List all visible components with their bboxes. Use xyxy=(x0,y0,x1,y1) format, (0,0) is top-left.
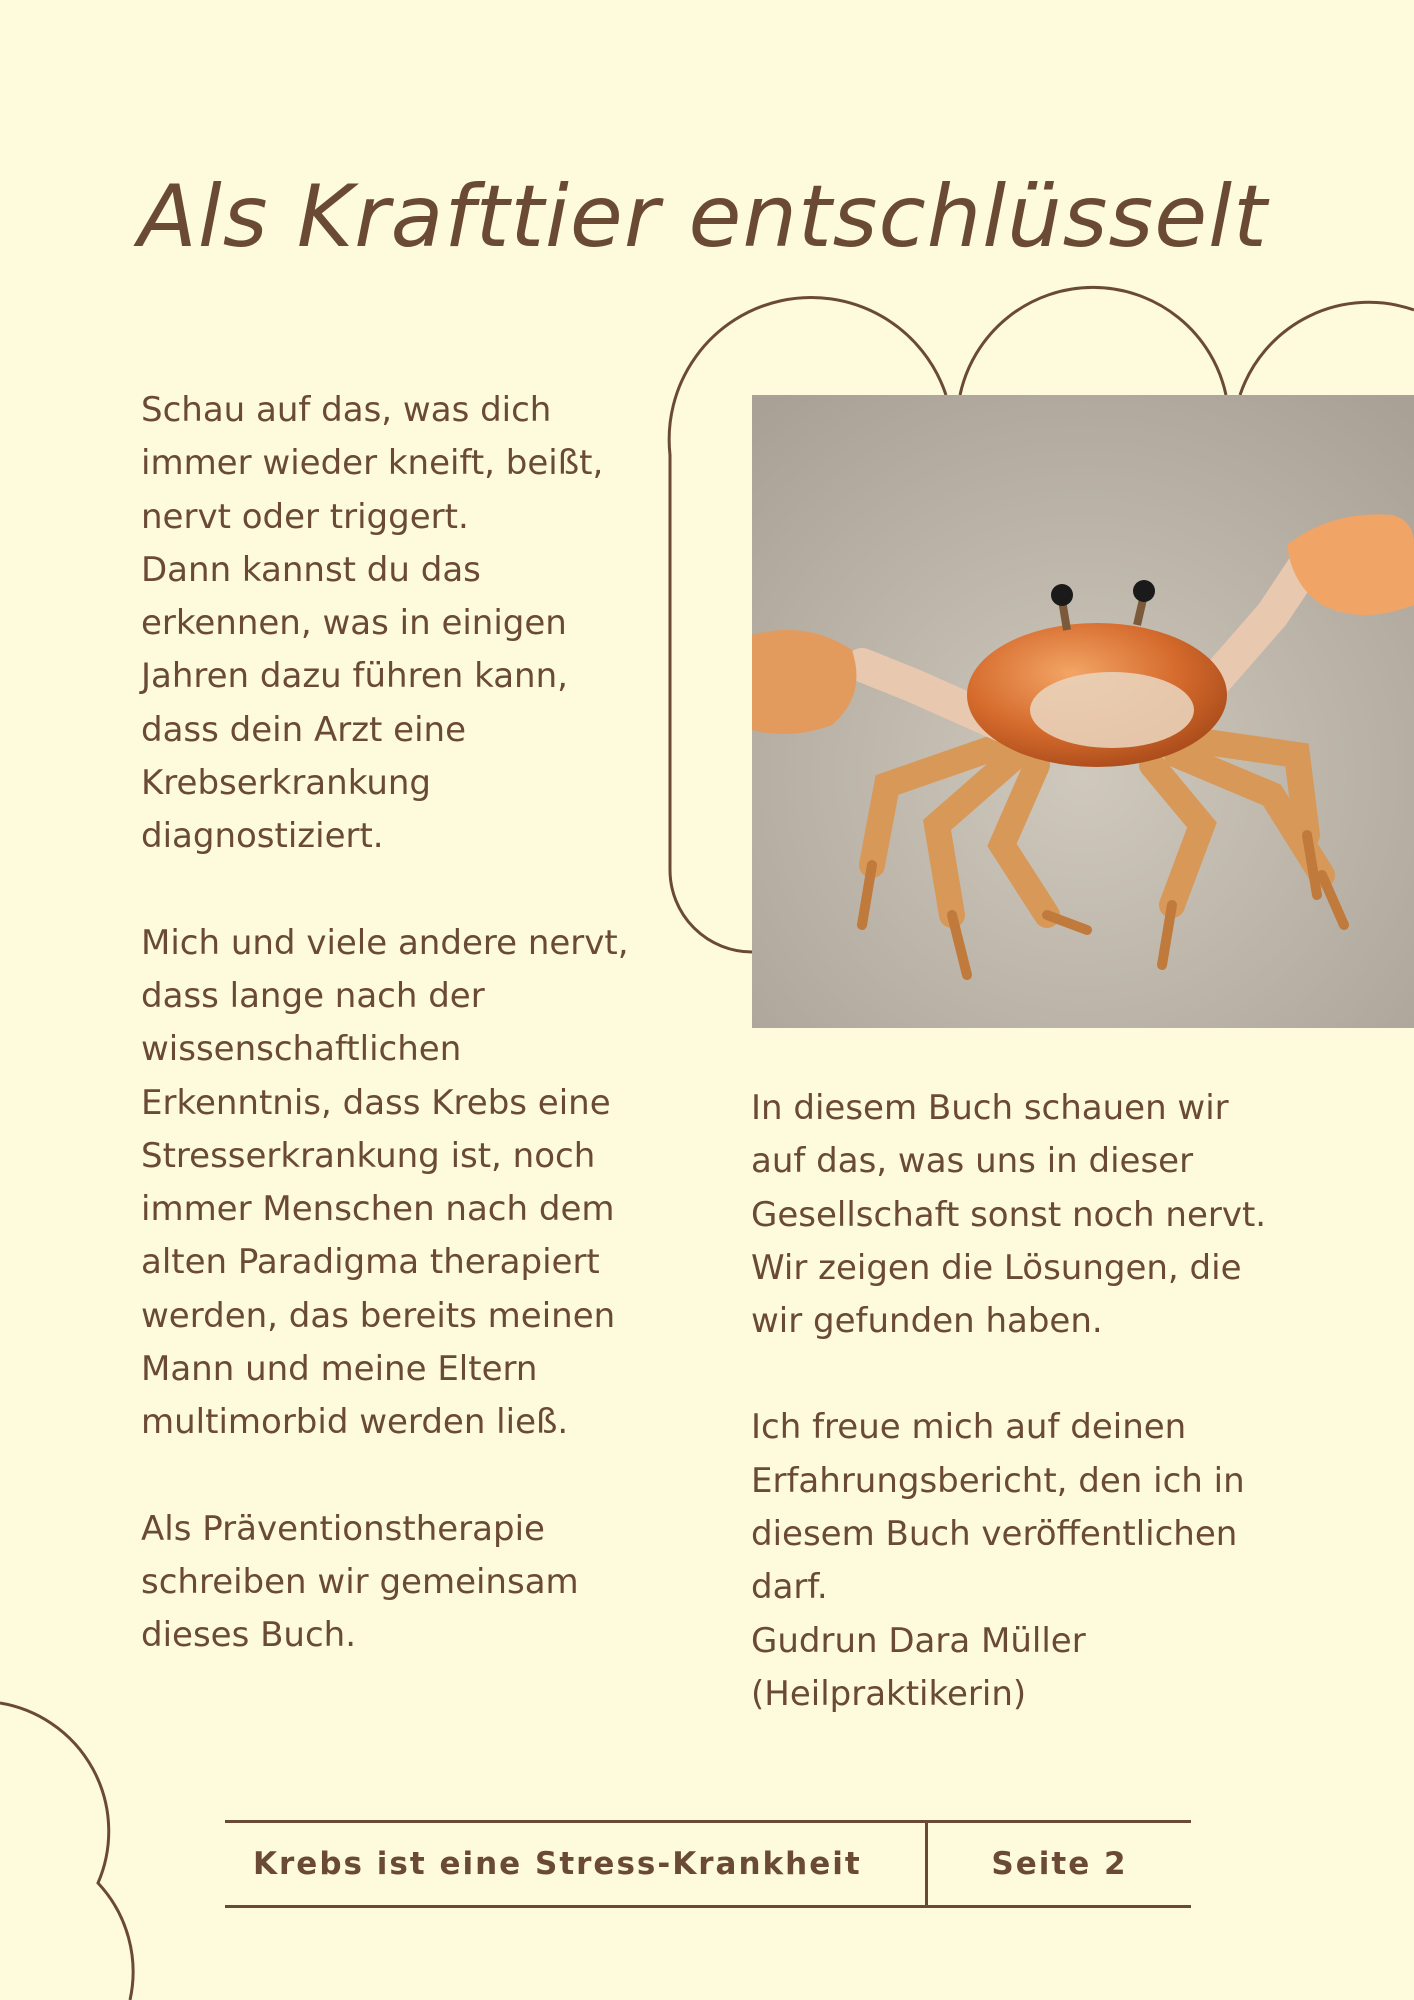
text-line: immer Menschen nach dem xyxy=(141,1189,615,1230)
text-line: dass lange nach der xyxy=(141,975,485,1016)
text-line: Mich und viele andere nervt, xyxy=(141,922,629,963)
right-text-column xyxy=(751,1082,1331,1721)
paragraph-2 xyxy=(141,917,661,1450)
paragraph-4 xyxy=(751,1082,1331,1348)
text-line: dass dein Arzt eine xyxy=(141,709,467,750)
text-line: Gesellschaft sonst noch nervt. xyxy=(751,1194,1267,1235)
text-line: wir gefunden haben. xyxy=(751,1301,1103,1342)
crab-eye-right xyxy=(1133,580,1155,602)
text-line: Dann kannst du das xyxy=(141,549,481,590)
text-line: Stresserkrankung ist, noch xyxy=(141,1135,596,1176)
text-line: dieses Buch. xyxy=(141,1615,357,1656)
text-line: Jahren dazu führen kann, xyxy=(141,656,568,697)
text-line: Erfahrungsbericht, den ich in xyxy=(751,1460,1245,1501)
text-line: darf. xyxy=(751,1567,828,1608)
text-line: schreiben wir gemeinsam xyxy=(141,1561,579,1602)
crab-photo xyxy=(752,395,1414,1028)
page-title: Als Krafttier entschlüsselt xyxy=(138,167,1268,267)
paragraph-3 xyxy=(141,1503,661,1663)
text-line: auf das, was uns in dieser xyxy=(751,1141,1194,1182)
text-line: Mann und meine Eltern xyxy=(141,1349,538,1390)
paragraph-5 xyxy=(751,1401,1331,1721)
text-line: Ich freue mich auf deinen xyxy=(751,1407,1187,1448)
text-line: diagnostiziert. xyxy=(141,816,384,857)
author-role: (Heilpraktikerin) xyxy=(751,1673,1027,1714)
text-line: Erkenntnis, dass Krebs eine xyxy=(141,1082,611,1123)
text-line: wissenschaftlichen xyxy=(141,1029,462,1070)
text-line: diesem Buch veröffentlichen xyxy=(751,1514,1238,1555)
text-line: werden, das bereits meinen xyxy=(141,1295,616,1336)
text-line: Schau auf das, was dich xyxy=(141,390,552,430)
footer-bar xyxy=(225,1820,1191,1908)
left-text-column xyxy=(141,384,661,1663)
text-line: In diesem Buch schauen wir xyxy=(751,1088,1229,1128)
text-line: nervt oder triggert. xyxy=(141,496,469,537)
page-number: Seite 2 xyxy=(991,1846,1128,1882)
text-line: immer wieder kneift, beißt, xyxy=(141,443,604,484)
arch-right-outline xyxy=(1240,302,1414,395)
footer-book-title: Krebs ist eine Stress-Krankheit xyxy=(253,1846,862,1882)
bottom-left-scallop-outline xyxy=(0,1703,133,2000)
author-name: Gudrun Dara Müller xyxy=(751,1620,1086,1661)
crab-eye-left xyxy=(1051,584,1073,606)
paragraph-1 xyxy=(141,384,661,864)
text-line: Als Präventionstherapie xyxy=(141,1508,545,1549)
crab-illustration xyxy=(752,395,1414,1028)
text-line: multimorbid werden ließ. xyxy=(141,1402,569,1443)
arch-middle-outline xyxy=(960,287,1226,395)
text-line: Wir zeigen die Lösungen, die xyxy=(751,1247,1242,1288)
text-line: erkennen, was in einigen xyxy=(141,603,567,644)
text-line: alten Paradigma therapiert xyxy=(141,1242,600,1283)
text-line: Krebserkrankung xyxy=(141,763,432,804)
crab-underside xyxy=(1030,672,1194,748)
